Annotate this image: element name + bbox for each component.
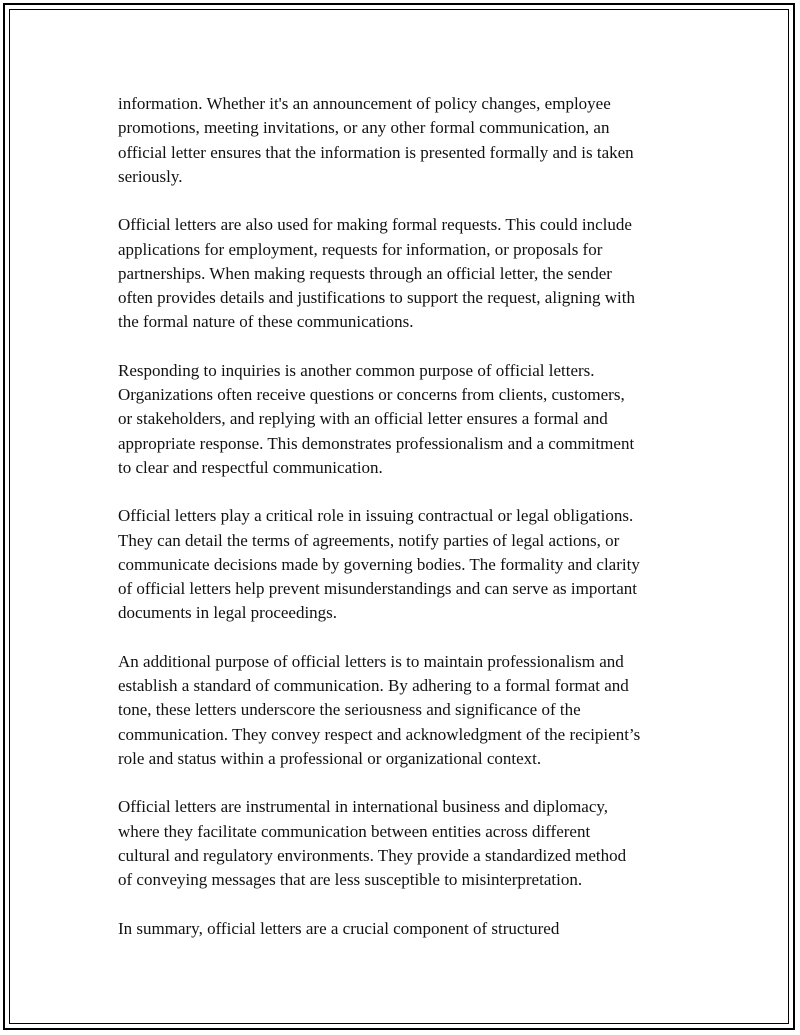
paragraph-summary: In summary, official letters are a crucial component of structured — [118, 918, 560, 938]
paragraph-international-business: Official letters are instrumental in international business and diplomacy, where they facilitate communication between entities across different cultural and regulatory environments. They provide a standardized method of conveying messages that are less susceptible to misinterpretation. — [118, 797, 627, 889]
paragraph-professionalism: An additional purpose of official letters is to maintain professionalism and establish a standard of communication. By adhering to a formal format and tone, these letters underscore the seriousness and significance of the communication. They convey respect and acknowledgment of the recipient’s role and status within a professional or organizational context. — [118, 651, 641, 768]
document-body — [118, 92, 698, 941]
paragraph-legal-obligations: Official letters play a critical role in issuing contractual or legal obligations. They can detail the terms of agreements, notify parties of legal actions, or communicate decisions made by governing bodies. The formality and clarity of official letters help prevent misunderstandings and can serve as important documents in legal proceedings. — [118, 506, 640, 623]
paragraph-formal-requests: Official letters are also used for making formal requests. This could include applications for employment, requests for information, or proposals for partnerships. When making requests through an official letter, the sender often provides details and justifications to support the request, aligning with the formal nature of these communications. — [118, 215, 635, 332]
paragraph-policy-announcements: information. Whether it's an announcement of policy changes, employee promotions, meeting invitations, or any other formal communication, an official letter ensures that the information is presented formally and is taken seriously. — [118, 94, 634, 186]
paragraph-responding-inquiries: Responding to inquiries is another common purpose of official letters. Organizations often receive questions or concerns from clients, customers, or stakeholders, and replying with an official letter ensures a formal and appropriate response. This demonstrates professionalism and a commitment to clear and respectful communication. — [118, 360, 635, 477]
